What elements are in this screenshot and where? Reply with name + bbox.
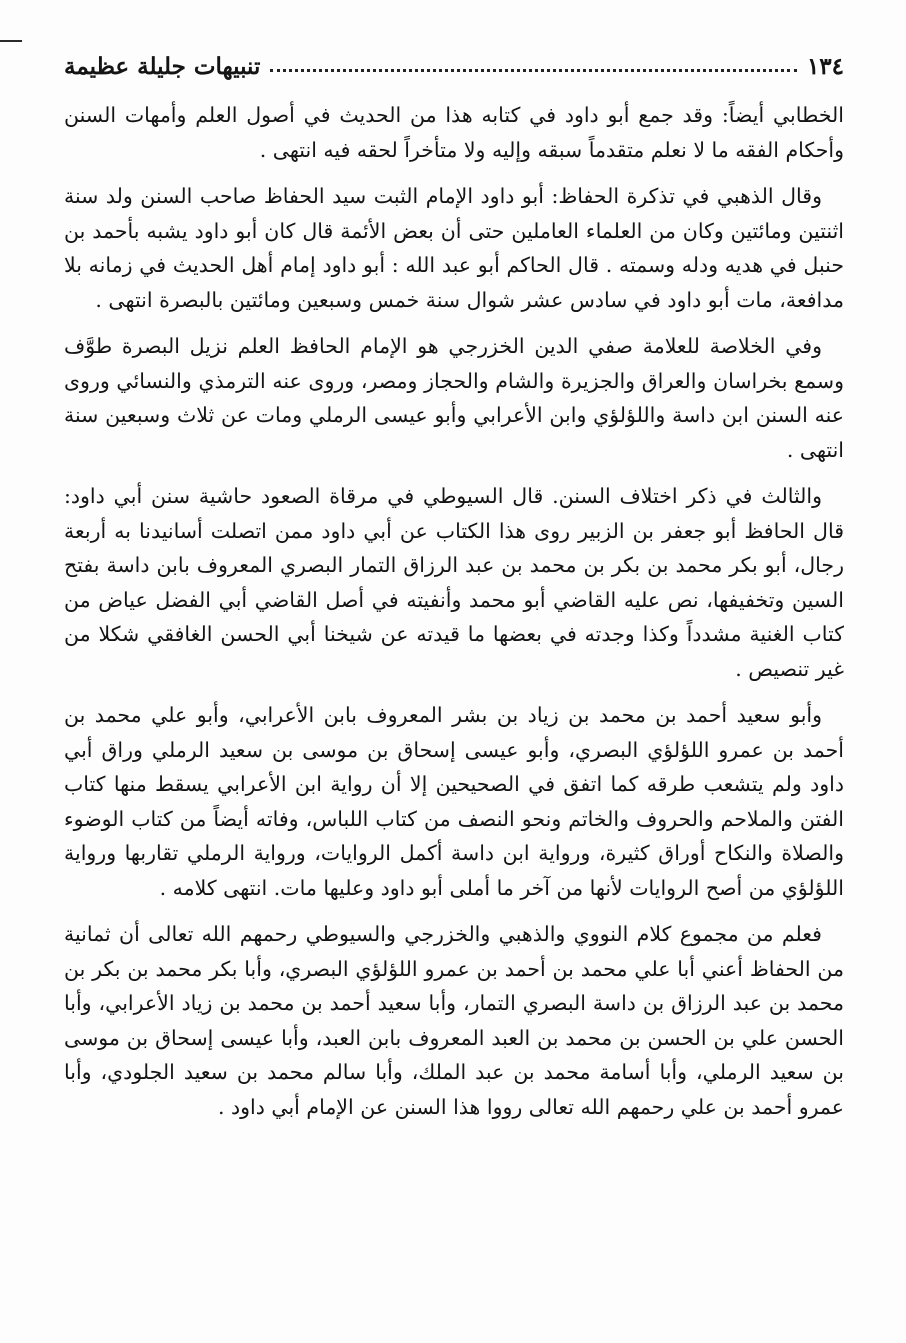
paragraph-narrators: وأبو سعيد أحمد بن محمد بن زياد بن بشر المعروف بابن الأعرابي، وأبو علي محمد بن أحمد بن عمرو اللؤلؤي البصري، وأبو عيسى إسحاق بن موسى بن سعيد الرملي وراق أبي داود ولم يتشعب طرقه كما اتفق في الصحيحين إلا أن رواية ابن الأعرابي يسقط منها كتاب الفتن والملاحم والحروف والخاتم ونحو النصف من كتاب اللباس، وفاته أيضاً من كتاب الوضوء والصلاة والنكاح أوراق كثيرة، ورواية ابن داسة أكمل الروايات، ورواية الرملي تقاربها ورواية اللؤلؤي من أصح الروايات لأنها من آخر ما أملى أبو داود وعليها مات. انتهى كلامه . (64, 703, 844, 900)
header-dot-leader (270, 69, 797, 72)
paragraph-dhahabi: وقال الذهبي في تذكرة الحفاظ: أبو داود الإمام الثبت سيد الحفاظ صاحب السنن ولد سنة اثنتين ومائتين وكان من العلماء العاملين حتى أن بعض الأئمة قال كان أبو داود يشبه بأحمد بن حنبل في هديه ودله وسمته . قال الحاكم أبو عبد الله : أبو داود إمام أهل الحديث في زمانه بلا مدافعة، مات أبو داود في سادس عشر شوال سنة خمس وسبعين ومائتين بالبصرة انتهى . (64, 184, 844, 312)
page-number: ١٣٤ (806, 53, 844, 80)
running-title: تنبيهات جليلة عظيمة (64, 53, 261, 80)
scan-edge-mark (0, 40, 22, 42)
paragraph-conclusion: فعلم من مجموع كلام النووي والذهبي والخزرجي والسيوطي رحمهم الله تعالى أن ثمانية من الحفاظ أعني أبا علي محمد بن أحمد بن عمرو اللؤلؤي البصري، وأبا بكر محمد بن بكر بن محمد بن عبد الرزاق بن داسة البصري التمار، وأبا سعيد أحمد بن محمد بن زياد الأعرابي، وأبا الحسن علي بن الحسن بن محمد بن العبد المعروف بابن العبد، وأبا عيسى إسحاق بن موسى بن سعيد الرملي، وأبا أسامة محمد بن عبد الملك، وأبا سالم محمد بن سعيد الجلودي، وأبا عمرو أحمد بن علي رحمهم الله تعالى رووا هذا السنن عن الإمام أبي داود . (64, 922, 844, 1119)
page-body (64, 98, 844, 1136)
page-header (64, 44, 844, 80)
paragraph-khulasa: وفي الخلاصة للعلامة صفي الدين الخزرجي هو الإمام الحافظ العلم نزيل البصرة طوَّف وسمع بخراسان والعراق والجزيرة والشام والحجاز ومصر، وروى عنه الترمذي والنسائي وروى عنه السنن ابن داسة واللؤلؤي وابن الأعرابي وأبو عيسى الرملي ومات عن ثلاث وسبعين سنة انتهى . (64, 334, 844, 462)
paragraph-third-section: والثالث في ذكر اختلاف السنن. قال السيوطي في مرقاة الصعود حاشية سنن أبي داود: قال الحافظ أبو جعفر بن الزبير روى هذا الكتاب عن أبي داود ممن اتصلت أسانيدنا به أربعة رجال، أبو بكر محمد بن بكر بن محمد بن عبد الرزاق التمار البصري المعروف بابن داسة بفتح السين وتخفيفها، نص عليه القاضي أبو محمد وأنفيته في أصل القاضي أبي الفضل عياض من كتاب الغنية مشدداً وكذا وجدته في بعضها ما قيدته عن شيخنا أبي الحسن الغافقي شكلا من غير تنصيص . (64, 484, 844, 681)
paragraph-khattabi: الخطابي أيضاً: وقد جمع أبو داود في كتابه هذا من الحديث في أصول العلم وأمهات السنن وأحكام الفقه ما لا نعلم متقدماً سبقه وإليه ولا متأخراً لحقه فيه انتهى . (64, 103, 844, 162)
